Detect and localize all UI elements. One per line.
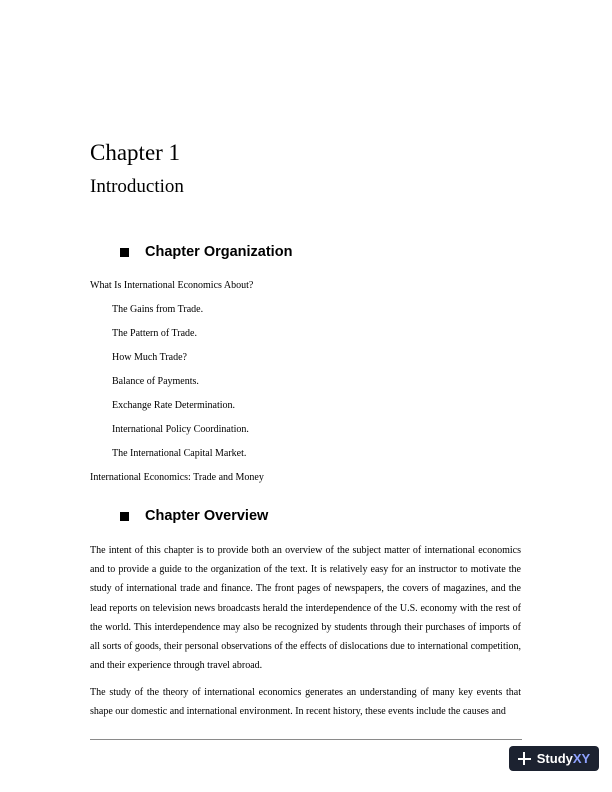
chapter-title: Introduction (90, 176, 184, 197)
chapter-organization-heading-text: Chapter Organization (145, 244, 293, 260)
footer-divider (90, 739, 522, 740)
square-bullet-icon (120, 512, 129, 521)
toc-item: Balance of Payments. (112, 376, 199, 387)
toc-item: What Is International Economics About? (90, 280, 254, 291)
toc-item: International Economics: Trade and Money (90, 472, 264, 483)
chapter-organization-heading (120, 242, 292, 262)
toc-item: The Gains from Trade. (112, 304, 204, 315)
brand-name-part1: Study (536, 751, 573, 766)
toc-item: The Pattern of Trade. (112, 328, 197, 339)
chapter-number: Chapter 1 (90, 140, 181, 165)
toc-item: Exchange Rate Determination. (112, 400, 236, 411)
brand-name-part2: XY (572, 751, 591, 766)
chapter-overview-heading-text: Chapter Overview (145, 508, 269, 524)
chapter-overview-heading (120, 506, 268, 526)
overview-paragraph: The study of the theory of international economics generates an understanding of many key events that shape our domestic and international environment. In recent history, these events include the causes and (90, 687, 521, 718)
plus-icon (518, 752, 531, 765)
overview-paragraph: The intent of this chapter is to provide both an overview of the subject matter of international economics and to provide a guide to the organization of the text. It is relatively easy for an instructor to motivate the study of international trade and finance. The front pages of newspapers, the covers of magazines, and the lead reports on television news broadcasts herald the interdependence of the U.S. economy with the rest of the world. This interdependence may also be recognized by students through their purchases of imports of all sorts of goods, their personal observations of the effects of dislocations due to international competition, and their experience through travel abroad. (90, 545, 521, 672)
square-bullet-icon (120, 248, 129, 257)
studyxy-logo-badge[interactable] (509, 746, 599, 771)
toc-item: The International Capital Market. (112, 448, 247, 459)
toc-item: International Policy Coordination. (112, 424, 249, 435)
toc-item: How Much Trade? (112, 352, 187, 363)
